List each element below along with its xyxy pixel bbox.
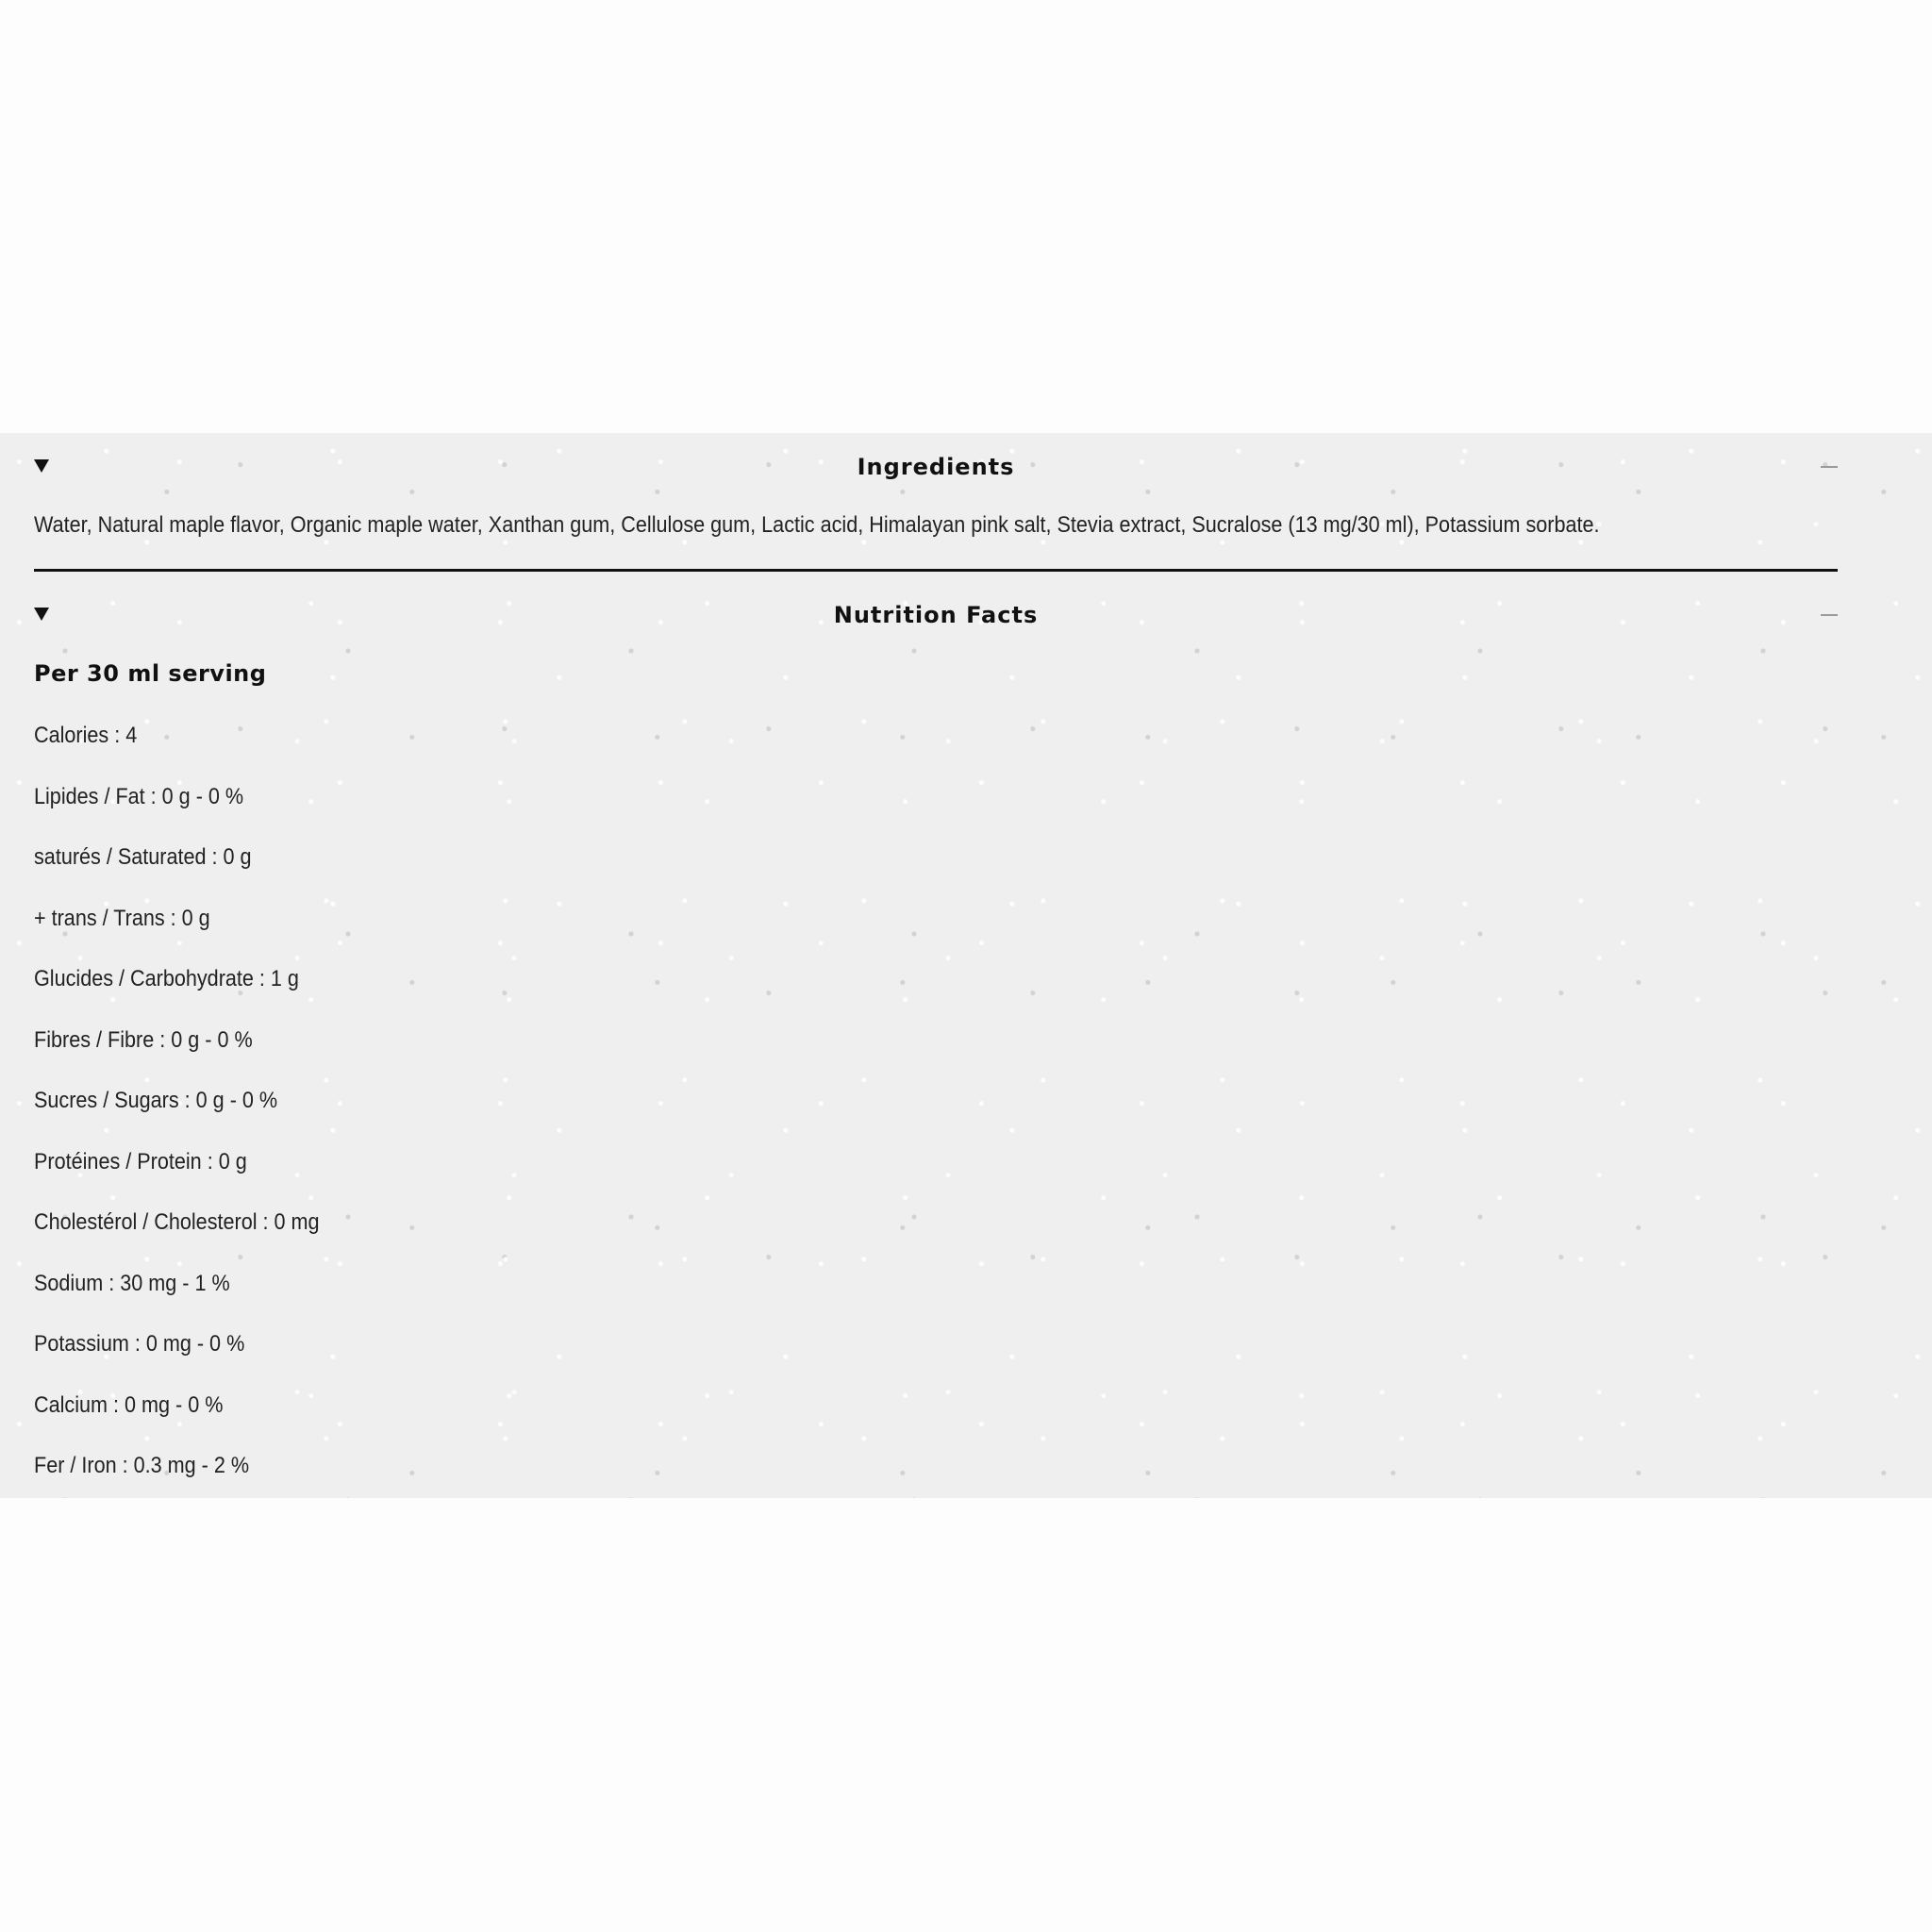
nutrition-facts-list: [34, 719, 351, 1510]
section-divider: [34, 569, 1838, 572]
nutrition-fact-fat: Lipides / Fat : 0 g - 0 %: [34, 783, 244, 809]
nutrition-fact-protein: Protéines / Protein : 0 g: [34, 1148, 247, 1174]
ingredients-accordion-header[interactable]: [34, 448, 1838, 486]
nutrition-facts-accordion-header[interactable]: [34, 596, 1838, 634]
nutrition-fact-fibre: Fibres / Fibre : 0 g - 0 %: [34, 1026, 253, 1053]
ingredients-title: Ingredients: [857, 454, 1015, 480]
ingredients-text: Water, Natural maple flavor, Organic maple water, Xanthan gum, Cellulose gum, Lactic acid, Himalayan pink salt, Stevia extract, Sucralose (13 mg/30 ml), Potassium sorbate.: [34, 512, 1600, 538]
nutrition-fact-trans: + trans / Trans : 0 g: [34, 905, 210, 931]
nutrition-fact-carbohydrate: Glucides / Carbohydrate : 1 g: [34, 966, 299, 991]
serving-size-heading: Per 30 ml serving: [34, 660, 267, 687]
minus-icon[interactable]: [1821, 466, 1838, 468]
nutrition-fact-cholesterol: Cholestérol / Cholesterol : 0 mg: [34, 1209, 320, 1235]
nutrition-fact-potassium: Potassium : 0 mg - 0 %: [34, 1331, 245, 1357]
nutrition-fact-sodium: Sodium : 30 mg - 1 %: [34, 1270, 230, 1296]
nutrition-fact-calories: Calories : 4: [34, 723, 138, 748]
nutrition-fact-calcium: Calcium : 0 mg - 0 %: [34, 1391, 224, 1418]
nutrition-fact-iron: Fer / Iron : 0.3 mg - 2 %: [34, 1453, 250, 1478]
nutrition-fact-sugars: Sucres / Sugars : 0 g - 0 %: [34, 1088, 278, 1113]
minus-icon[interactable]: [1821, 614, 1838, 616]
nutrition-fact-saturated: saturés / Saturated : 0 g: [34, 844, 252, 870]
nutrition-facts-title: Nutrition Facts: [833, 602, 1039, 628]
